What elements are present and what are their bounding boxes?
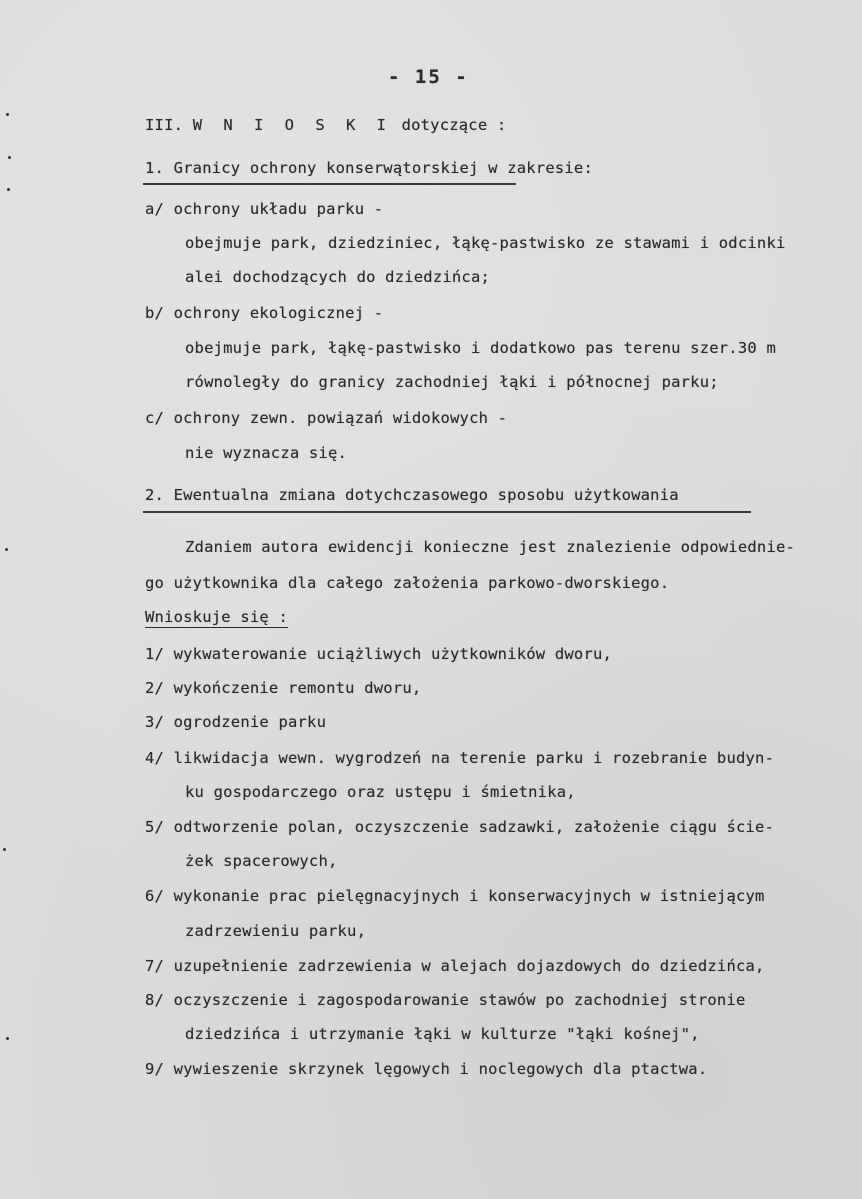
item-c-head: c/ ochrony zewn. powiązań widokowych - xyxy=(145,409,508,427)
section2-intro-line: go użytkownika dla całego założenia parkowo-dworskiego. xyxy=(145,574,670,592)
scan-speck xyxy=(6,113,9,116)
proposal-item-continuation: dziedzińca i utrzymanie łąki w kulturze "łąki kośnej", xyxy=(185,1025,700,1043)
proposal-item: 2/ wykończenie remontu dworu, xyxy=(145,679,422,697)
section2-intro-line: Zdaniem autora ewidencji konieczne jest znalezienie odpowiednie- xyxy=(185,538,796,556)
heading-suffix: dotyczące : xyxy=(401,116,507,134)
section1-title-underline xyxy=(143,183,516,185)
proposal-item-continuation: żek spacerowych, xyxy=(185,852,338,870)
section1-title: 1. Granicy ochrony konserwątorskiej w zakresie: xyxy=(145,159,593,177)
item-a-line: alei dochodzących do dziedzińca; xyxy=(185,268,491,286)
section2-title: 2. Ewentualna zmiana dotychczasowego sposobu użytkowania xyxy=(145,486,679,504)
heading-spaced-word: W N I O S K I xyxy=(192,116,393,134)
item-b-head: b/ ochrony ekologicznej - xyxy=(145,304,384,322)
item-a-line: obejmuje park, dziedziniec, łąkę-pastwisko ze stawami i odcinki xyxy=(185,234,786,252)
item-a-head: a/ ochrony układu parku - xyxy=(145,200,384,218)
heading-prefix: III. xyxy=(145,116,184,134)
scan-speck xyxy=(6,1037,9,1040)
scan-speck xyxy=(7,188,10,191)
proposal-item: 7/ uzupełnienie zadrzewienia w alejach dojazdowych do dziedzińca, xyxy=(145,957,765,975)
proposal-item: 9/ wywieszenie skrzynek lęgowych i noclegowych dla ptactwa. xyxy=(145,1060,708,1078)
proposal-item: 3/ ogrodzenie parku xyxy=(145,713,327,731)
proposal-item: 1/ wykwaterowanie uciążliwych użytkowników dworu, xyxy=(145,645,613,663)
section2-title-underline xyxy=(143,511,751,513)
proposal-item: 6/ wykonanie prac pielęgnacyjnych i konserwacyjnych w istniejącym xyxy=(145,887,765,905)
scan-speck xyxy=(3,848,6,851)
scan-speck xyxy=(5,548,8,551)
proposal-item: 5/ odtworzenie polan, oczyszczenie sadzawki, założenie ciągu ście- xyxy=(145,818,775,836)
item-b-line: równoległy do granicy zachodniej łąki i północnej parku; xyxy=(185,373,719,391)
proposal-item: 8/ oczyszczenie i zagospodarowanie stawów po zachodniej stronie xyxy=(145,991,746,1009)
scan-speck xyxy=(8,156,11,159)
item-b-line: obejmuje park, łąkę-pastwisko i dodatkowo pas terenu szer.30 m xyxy=(185,339,776,357)
proposal-label: Wnioskuje się : xyxy=(145,608,288,626)
item-c-line: nie wyznacza się. xyxy=(185,444,348,462)
conclusions-heading xyxy=(145,116,506,134)
proposal-item-continuation: zadrzewieniu parku, xyxy=(185,922,367,940)
proposal-item-continuation: ku gospodarczego oraz ustępu i śmietnika, xyxy=(185,783,576,801)
proposal-item: 4/ likwidacja wewn. wygrodzeń na terenie parku i rozebranie budyn- xyxy=(145,749,775,767)
page-number: - 15 - xyxy=(388,66,469,88)
